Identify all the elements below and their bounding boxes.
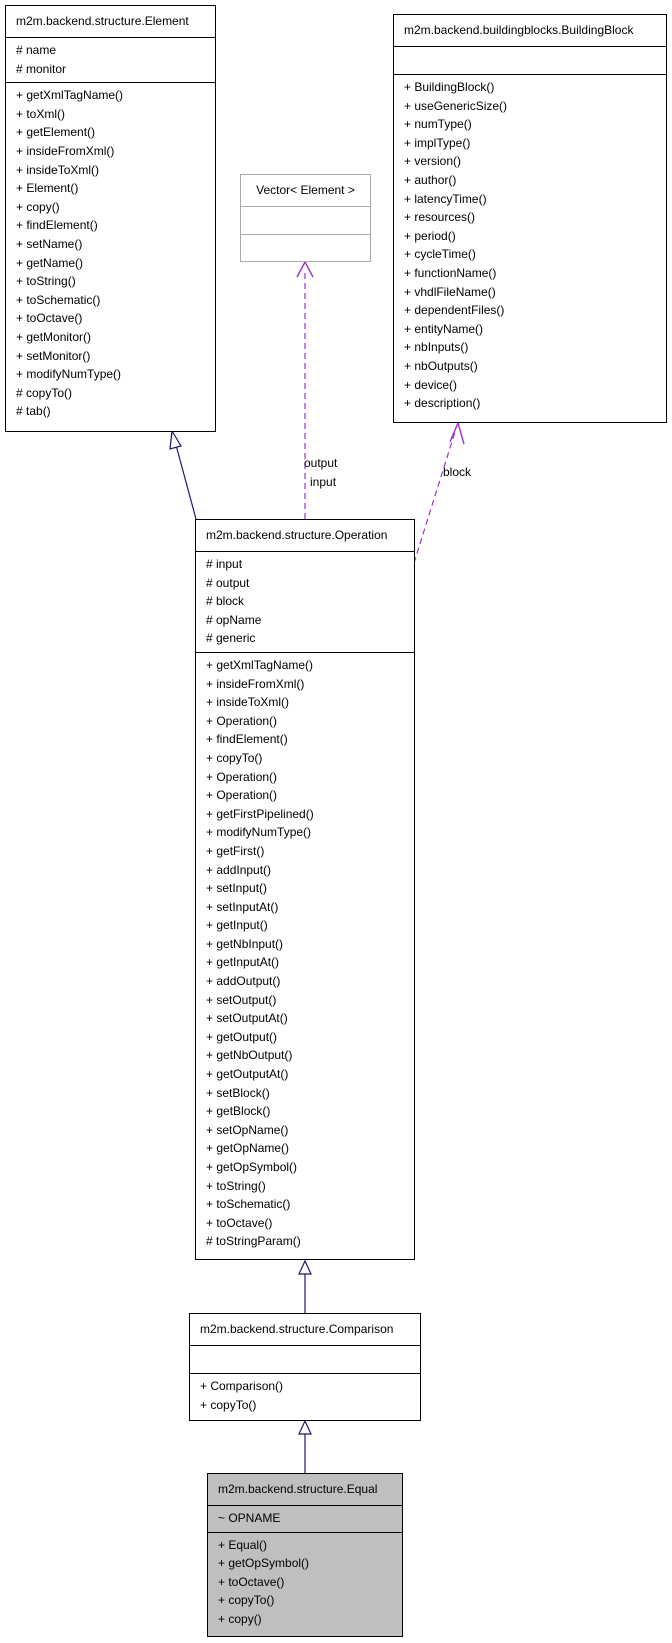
method-findelement: + findElement() xyxy=(206,732,288,747)
class-title: m2m.backend.structure.Comparison xyxy=(200,1322,394,1336)
method-getfirstpipelined: + getFirstPipelined() xyxy=(206,806,314,821)
method-insidetoxml: + insideToXml() xyxy=(206,695,290,710)
class-title: m2m.backend.structure.Operation xyxy=(206,528,388,542)
association-arrowhead-buildingblock xyxy=(450,423,464,444)
class-comparison xyxy=(189,1313,421,1421)
method-toxml: + toXml() xyxy=(16,106,66,121)
class-title: m2m.backend.structure.Element xyxy=(16,14,189,28)
method-numtype: + numType() xyxy=(404,117,472,132)
attribute-monitor: # monitor xyxy=(16,61,67,76)
method-getelement: + getElement() xyxy=(16,125,96,140)
method-modifynumtype: + modifyNumType() xyxy=(206,825,312,840)
method-device: + device() xyxy=(404,377,458,392)
edge-label-output: output xyxy=(304,456,338,470)
method-tostring: + toString() xyxy=(206,1178,266,1193)
method-getinputat: + getInputAt() xyxy=(206,955,280,970)
method-tooctave: + toOctave() xyxy=(16,311,83,326)
method-copyto: # copyTo() xyxy=(16,385,73,400)
method-tostring: + toString() xyxy=(16,274,76,289)
method-setinput: + setInput() xyxy=(206,881,268,896)
method-element: + Element() xyxy=(16,181,79,196)
inheritance-edge-operation-element xyxy=(176,445,196,519)
method-usegenericsize: + useGenericSize() xyxy=(404,98,508,113)
method-setoutputat: + setOutputAt() xyxy=(206,1011,288,1026)
attributes-section xyxy=(190,1345,420,1373)
method-getxmltagname: + getXmlTagName() xyxy=(206,657,314,672)
method-equal: + Equal() xyxy=(218,1537,268,1552)
class-equal xyxy=(207,1473,403,1637)
method-addinput: + addInput() xyxy=(206,862,272,877)
method-resources: + resources() xyxy=(404,210,476,225)
edge-label-input: input xyxy=(310,475,337,489)
attribute-opname: # opName xyxy=(206,612,262,627)
method-getxmltagname: + getXmlTagName() xyxy=(16,88,124,103)
class-element xyxy=(5,5,216,432)
association-edge-operation-buildingblock xyxy=(414,432,455,563)
method-findelement: + findElement() xyxy=(16,218,98,233)
method-dependentfiles: + dependentFiles() xyxy=(404,303,505,318)
method-setblock: + setBlock() xyxy=(206,1085,270,1100)
attributes-section xyxy=(196,551,414,652)
inheritance-arrowhead-operation xyxy=(299,1261,311,1274)
method-cycletime: + cycleTime() xyxy=(404,247,476,262)
method-getnbinput: + getNbInput() xyxy=(206,936,284,951)
method-functionname: + functionName() xyxy=(404,265,497,280)
method-description: + description() xyxy=(404,396,481,411)
method-period: + period() xyxy=(404,228,456,243)
methods-section xyxy=(196,652,414,1255)
class-title: m2m.backend.buildingblocks.BuildingBlock xyxy=(404,23,634,37)
method-addoutput: + addOutput() xyxy=(206,974,281,989)
method-getoutput: + getOutput() xyxy=(206,1029,278,1044)
method-toschematic: + toSchematic() xyxy=(16,292,101,307)
method-nbinputs: + nbInputs() xyxy=(404,340,469,355)
method-getoutputat: + getOutputAt() xyxy=(206,1067,289,1082)
method-impltype: + implType() xyxy=(404,135,471,150)
method-setinputat: + setInputAt() xyxy=(206,899,279,914)
method-nboutputs: + nbOutputs() xyxy=(404,358,478,373)
method-entityname: + entityName() xyxy=(404,321,484,336)
method-modifynumtype: + modifyNumType() xyxy=(16,367,122,382)
method-version: + version() xyxy=(404,154,462,169)
method-copyto: + copyTo() xyxy=(206,750,263,765)
edge-label-block: block xyxy=(443,465,472,479)
attributes-section xyxy=(241,206,370,234)
methods-section xyxy=(190,1373,420,1418)
method-vhdlfilename: + vhdlFileName() xyxy=(404,284,496,299)
method-getblock: + getBlock() xyxy=(206,1104,271,1119)
method-tooctave: + toOctave() xyxy=(218,1574,285,1589)
methods-section xyxy=(241,234,370,262)
attribute-block: # block xyxy=(206,594,245,609)
inheritance-arrowhead-comparison xyxy=(299,1421,311,1434)
methods-section xyxy=(394,74,666,417)
attributes-section xyxy=(208,1505,402,1532)
methods-section xyxy=(6,82,215,425)
method-copyto: + copyTo() xyxy=(218,1593,275,1608)
method-getmonitor: + getMonitor() xyxy=(16,329,92,344)
method-toschematic: + toSchematic() xyxy=(206,1197,291,1212)
method-setmonitor: + setMonitor() xyxy=(16,348,91,363)
method-latencytime: + latencyTime() xyxy=(404,191,487,206)
attribute-input: # input xyxy=(206,557,243,571)
attribute-name: # name xyxy=(16,43,57,57)
method-tooctave: + toOctave() xyxy=(206,1215,273,1230)
method-getfirst: + getFirst() xyxy=(206,843,265,858)
method-insidefromxml: + insideFromXml() xyxy=(206,676,305,691)
method-getopsymbol: + getOpSymbol() xyxy=(206,1160,298,1174)
method-operation: + Operation() xyxy=(206,788,278,803)
method-insidetoxml: + insideToXml() xyxy=(16,162,100,177)
method-getopname: + getOpName() xyxy=(206,1141,290,1156)
class-title: m2m.backend.structure.Equal xyxy=(218,1482,378,1496)
attributes-section xyxy=(394,46,666,74)
attribute-output: # output xyxy=(206,575,250,590)
method-insidefromxml: + insideFromXml() xyxy=(16,143,115,158)
class-operation xyxy=(195,519,415,1260)
inheritance-arrowhead-element xyxy=(170,431,181,449)
method-setname: + setName() xyxy=(16,236,83,251)
method-getinput: + getInput() xyxy=(206,918,268,933)
methods-section xyxy=(208,1532,402,1633)
attribute-generic: # generic xyxy=(206,631,256,646)
attributes-section xyxy=(6,37,215,82)
attribute-opname: ~ OPNAME xyxy=(218,1511,281,1525)
method-copy: + copy() xyxy=(218,1611,262,1626)
method-tostringparam: # toStringParam() xyxy=(206,1234,301,1249)
method-getnboutput: + getNbOutput() xyxy=(206,1048,293,1063)
method-setopname: + setOpName() xyxy=(206,1122,289,1137)
method-comparison: + Comparison() xyxy=(200,1379,284,1393)
method-getname: + getName() xyxy=(16,255,84,270)
method-copy: + copy() xyxy=(16,199,60,214)
method-tab: # tab() xyxy=(16,404,51,419)
method-getopsymbol: + getOpSymbol() xyxy=(218,1556,310,1571)
method-operation: + Operation() xyxy=(206,769,278,784)
class-building-block xyxy=(393,14,667,423)
class-vector-element xyxy=(240,174,371,262)
method-buildingblock: + BuildingBlock() xyxy=(404,80,495,94)
class-title: Vector< Element > xyxy=(256,183,355,197)
method-copyto: + copyTo() xyxy=(200,1397,257,1412)
method-operation: + Operation() xyxy=(206,713,278,728)
method-author: + author() xyxy=(404,172,457,187)
method-setoutput: + setOutput() xyxy=(206,992,277,1007)
